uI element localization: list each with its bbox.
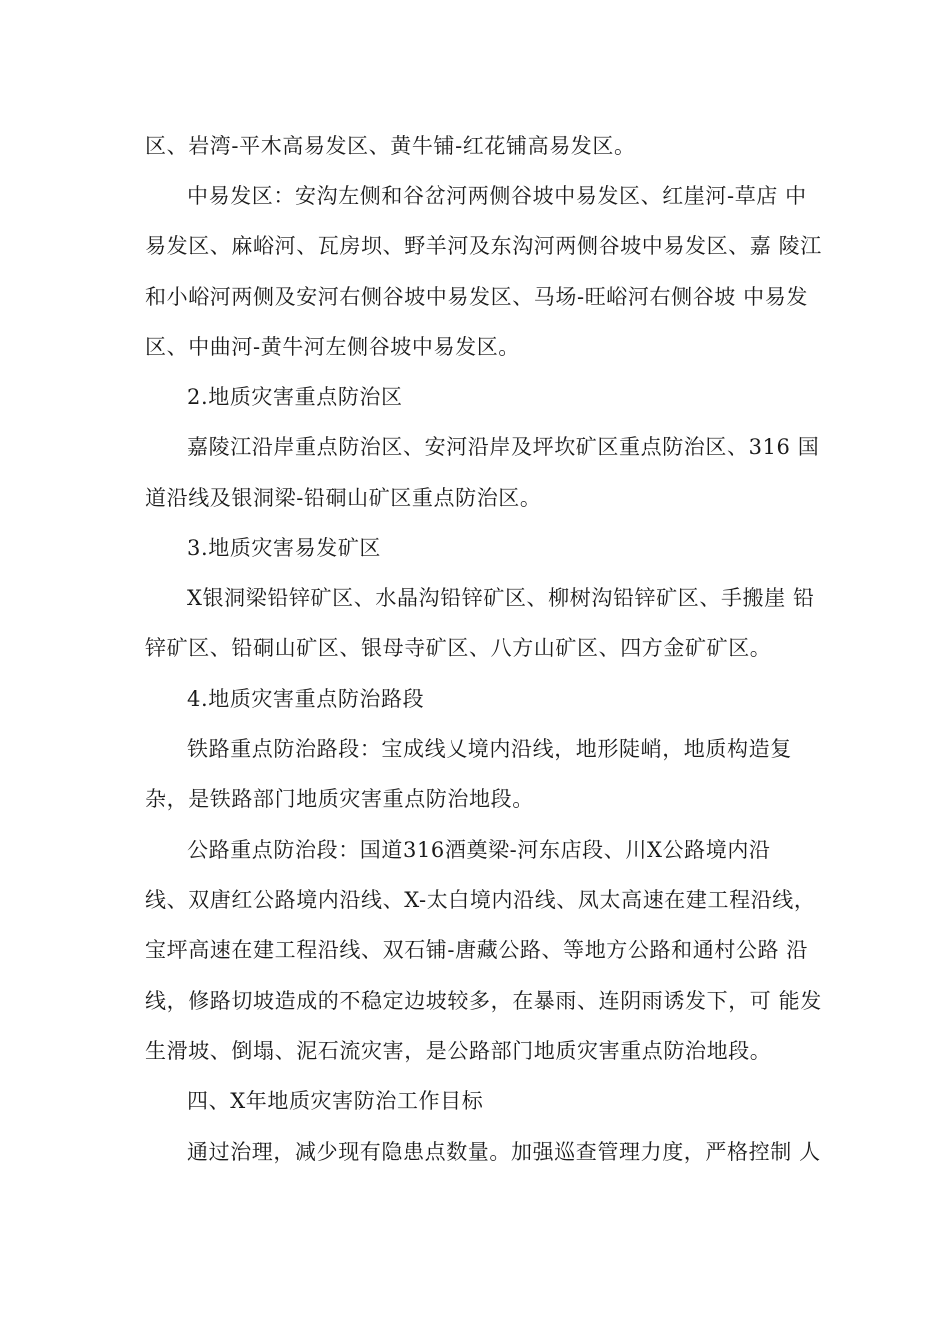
text-line: 易发区、麻峪河、瓦房坝、野羊河及东沟河两侧谷坡中易发区、嘉 陵江 <box>145 234 822 258</box>
text-line: 生滑坡、倒塌、泥石流灾害，是公路部门地质灾害重点防治地段。 <box>145 1039 772 1063</box>
text-line: 嘉陵江沿岸重点防治区、安河沿岸及坪坎矿区重点防治区、316 国 <box>187 435 820 459</box>
text-line: 宝坪高速在建工程沿线、双石铺-唐藏公路、等地方公路和通村公路 沿 <box>145 938 808 962</box>
text-line: 公路重点防治段：国道316酒奠梁-河东店段、川X公路境内沿 <box>187 838 771 862</box>
text-line: 锌矿区、铅硐山矿区、银母寺矿区、八方山矿区、四方金矿矿区。 <box>145 636 772 660</box>
section-heading: 2.地质灾害重点防治区 <box>187 385 403 409</box>
section-heading: 4.地质灾害重点防治路段 <box>187 687 425 711</box>
text-line: 线、双唐红公路境内沿线、X-太白境内沿线、凤太高速在建工程沿线， <box>145 888 816 912</box>
text-line: 区、岩湾-平木高易发区、黄牛铺-红花铺高易发区。 <box>145 134 636 158</box>
text-line: 和小峪河两侧及安河右侧谷坡中易发区、马场-旺峪河右侧谷坡 中易发 <box>145 285 808 309</box>
text-line: 线，修路切坡造成的不稳定边坡较多，在暴雨、连阴雨诱发下，可 能发 <box>145 989 822 1013</box>
text-line: 通过治理，减少现有隐患点数量。加强巡查管理力度，严格控制 人 <box>187 1140 821 1164</box>
text-line: 杂，是铁路部门地质灾害重点防治地段。 <box>145 787 534 811</box>
section-heading: 3.地质灾害易发矿区 <box>187 536 382 560</box>
text-line: 区、中曲河-黄牛河左侧谷坡中易发区。 <box>145 335 520 359</box>
text-line: 铁路重点防治路段：宝成线乂境内沿线，地形陡峭，地质构造复 <box>187 737 792 761</box>
text-line: X银洞梁铅锌矿区、水晶沟铅锌矿区、柳树沟铅锌矿区、手搬崖 铅 <box>187 586 815 610</box>
text-line: 道沿线及银洞梁-铅硐山矿区重点防治区。 <box>145 486 542 510</box>
section-heading: 四、X年地质灾害防治工作目标 <box>187 1089 484 1113</box>
text-line: 中易发区：安沟左侧和谷岔河两侧谷坡中易发区、红崖河-草店 中 <box>187 184 807 208</box>
